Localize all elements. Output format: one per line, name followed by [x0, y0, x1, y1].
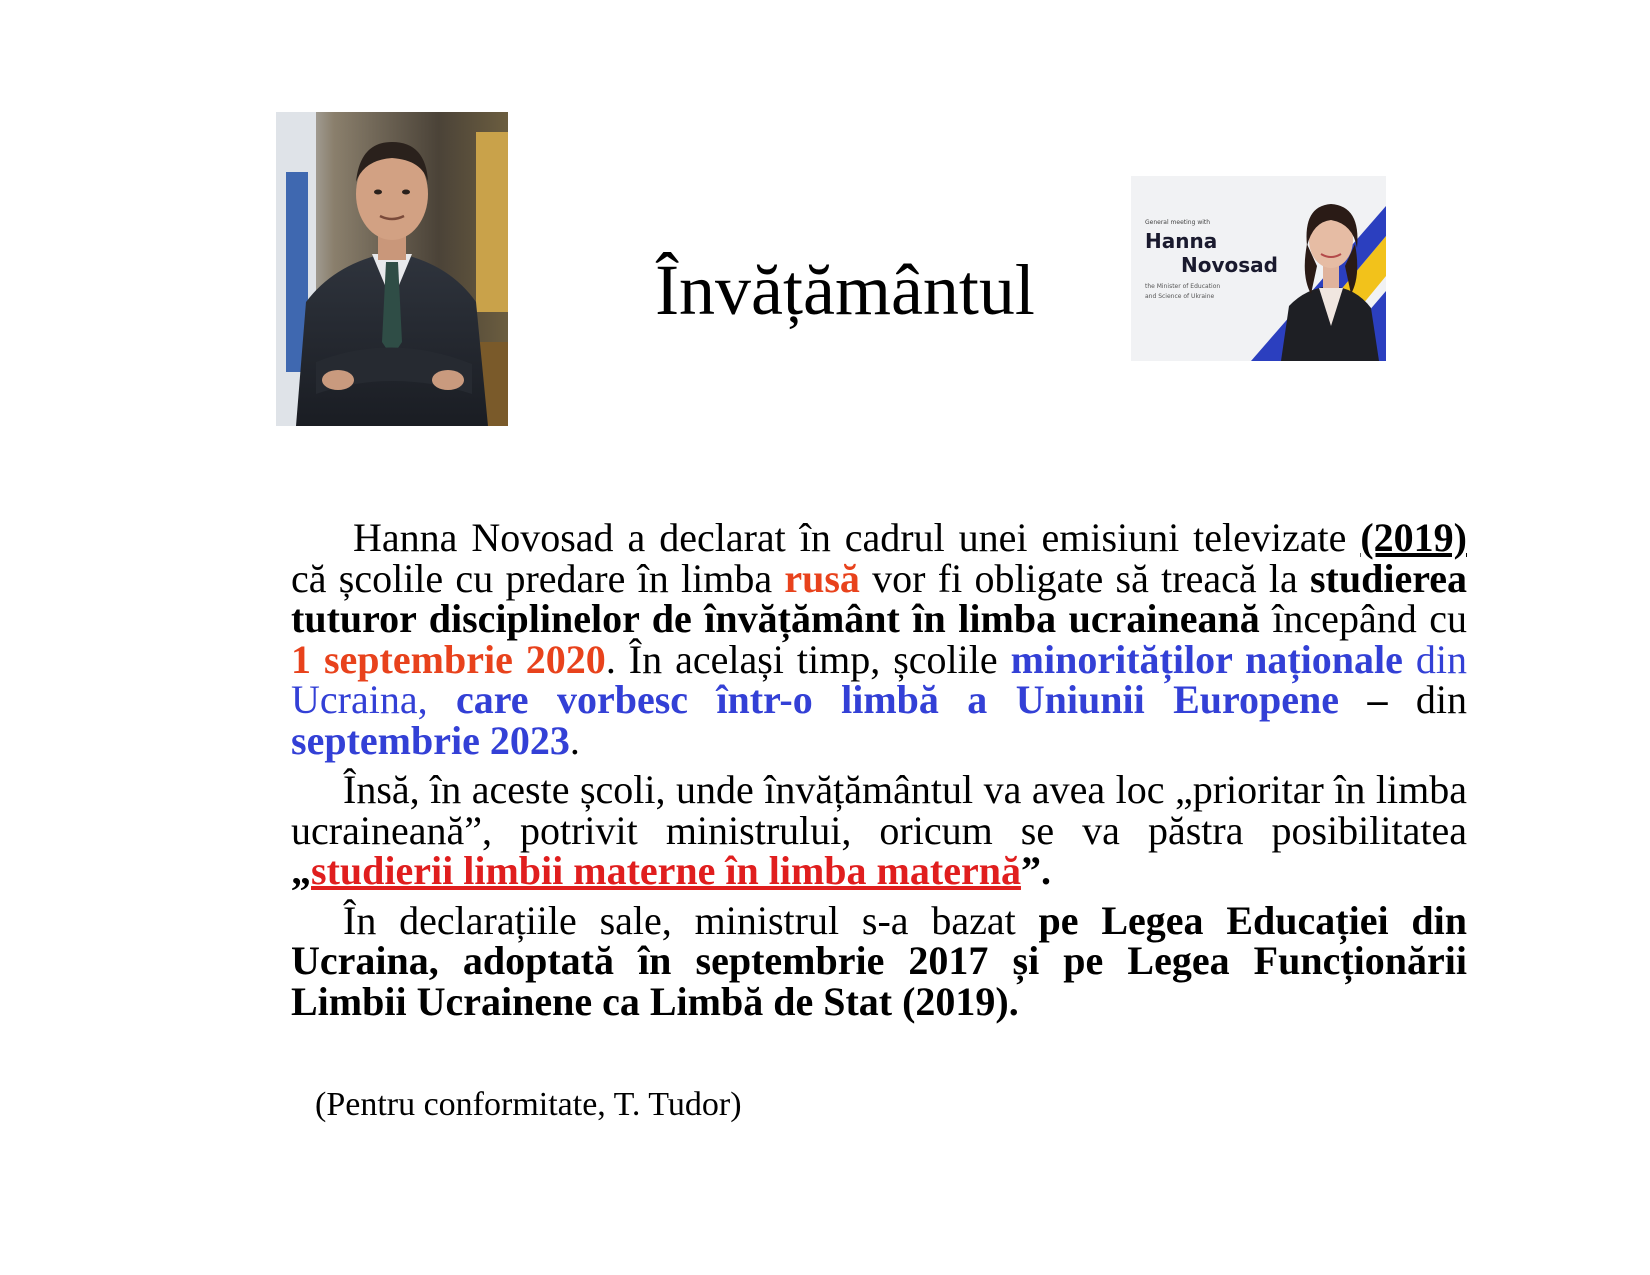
p1-ucraina: din Ucraina, — [291, 636, 1467, 722]
p1-date: 1 septembrie 2020 — [291, 636, 606, 682]
p1-text-6: din — [1415, 677, 1467, 722]
banner-role-line2: and Science of Ukraine — [1145, 293, 1215, 300]
p2-mother-tongue-link: studierii limbii materne în limba maternă — [311, 848, 1021, 893]
minister-banner-photo — [1131, 176, 1386, 361]
p1-sept-2023: septembrie 2023 — [291, 717, 570, 763]
banner-role-line1: the Minister of Education — [1145, 283, 1221, 290]
article-body — [291, 515, 1467, 1031]
p1-text-2: că școlile cu predare în limba — [291, 555, 785, 601]
p1-text-3: vor fi obligate să treacă la — [859, 555, 1310, 601]
portrait-photo-minister-icon — [1131, 176, 1386, 361]
p1-text-7: . — [569, 717, 580, 763]
p3-bold-1: pe Legea Educației din Ucraina, adoptată în septembrie 2017 și pe Legea Funcționării Limbii Ucrainene ca Limbă de Stat (2019). — [291, 897, 1467, 1024]
p3-text-1: În declarațiile sale, ministrul s-a bazat — [343, 897, 1039, 943]
p1-year: (2019) — [1360, 515, 1467, 560]
paragraph-2 — [291, 767, 1467, 893]
portrait-photo-president-icon — [276, 112, 508, 426]
p1-bold-1: studierea tuturor disciplinelor de învățământ în limba ucraineană — [291, 555, 1467, 641]
paragraph-3 — [291, 897, 1467, 1024]
p1-rusa: rusă — [784, 555, 860, 601]
p1-text-5: . În același timp, școlile — [605, 636, 1011, 682]
page-title: Învățământul — [655, 250, 1035, 330]
paragraph-1 — [291, 515, 1467, 763]
p1-eu-language: care vorbesc într-o limbă a Uniunii Europene — [456, 677, 1340, 722]
p1-text-4: începând cu — [1259, 596, 1467, 641]
p1-text-1: Hanna Novosad a declarat în cadrul unei emisiuni televizate — [353, 515, 1361, 560]
signature: (Pentru conformitate, T. Tudor) — [315, 1086, 742, 1123]
banner-header: General meeting with — [1145, 219, 1211, 226]
p2-open-quote: „ — [291, 848, 311, 893]
p2-text-1: Însă, în aceste școli, unde învățământul va avea loc „prioritar în limba ucraineană”, potrivit ministrului, oricum se va păstra posibilitatea — [291, 767, 1467, 853]
p2-close-quote: ”. — [1020, 848, 1051, 893]
banner-name-line2: Novosad — [1181, 253, 1278, 277]
p1-minorities: minorităților naționale — [1010, 636, 1403, 682]
banner-name-line1: Hanna — [1145, 229, 1218, 253]
p1-dash: – — [1339, 677, 1416, 722]
president-photo — [276, 112, 508, 426]
